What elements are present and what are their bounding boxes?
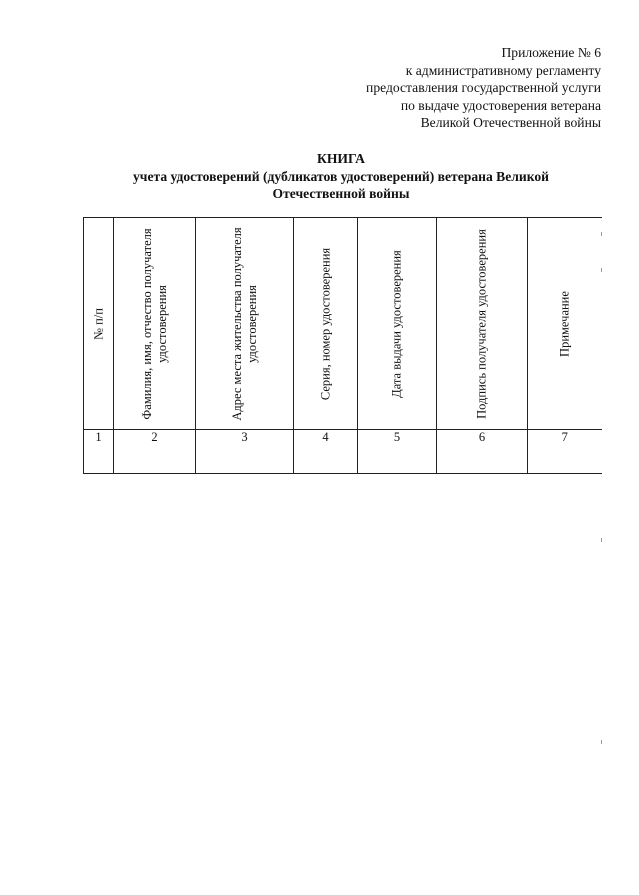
header-cell [294, 218, 358, 430]
appendix-line: Великой Отечественной войны [420, 115, 601, 130]
column-number: 4 [294, 430, 358, 474]
table-number-row [84, 430, 602, 474]
column-number: 6 [437, 430, 528, 474]
column-number: 3 [196, 430, 294, 474]
header-cell [196, 218, 294, 430]
header-signature: Подпись получателя удостоверения [474, 228, 489, 419]
table-header-row [84, 218, 602, 430]
header-cell [358, 218, 437, 430]
header-cell [84, 218, 114, 430]
appendix-line: к административному регламенту [405, 62, 601, 78]
header-cell [114, 218, 196, 430]
scan-artifact [601, 268, 602, 272]
appendix-note [281, 44, 601, 132]
column-number: 1 [84, 430, 114, 474]
header-number: № п/п [91, 307, 105, 340]
scan-artifact [601, 740, 602, 744]
header-address: Адрес места жительства получателя удостоверения [229, 226, 259, 421]
header-cell [437, 218, 528, 430]
title-subtitle: учета удостоверений (дубликатов удостоверений) ветерана Великой [132, 168, 549, 184]
appendix-line: по выдаче удостоверения ветерана [400, 97, 601, 113]
header-note: Примечание [557, 290, 572, 357]
document-title [80, 150, 602, 203]
appendix-line: предоставления государственной услуги [366, 80, 601, 95]
column-number: 5 [358, 430, 437, 474]
appendix-line: Приложение № 6 [501, 45, 601, 60]
scan-artifact [601, 538, 602, 542]
registry-table [83, 217, 602, 474]
column-number: 2 [114, 430, 196, 474]
header-cell [528, 218, 602, 430]
header-full-name: Фамилия, имя, отчество получателя удостоверения [139, 227, 169, 420]
title-main: КНИГА [317, 151, 365, 166]
scan-artifact [601, 232, 602, 236]
title-subtitle-cont: Отечественной войны [272, 186, 410, 201]
header-series-number: Серия, номер удостоверения [318, 247, 332, 400]
column-number: 7 [528, 430, 602, 474]
header-issue-date: Дата выдачи удостоверения [389, 249, 404, 398]
